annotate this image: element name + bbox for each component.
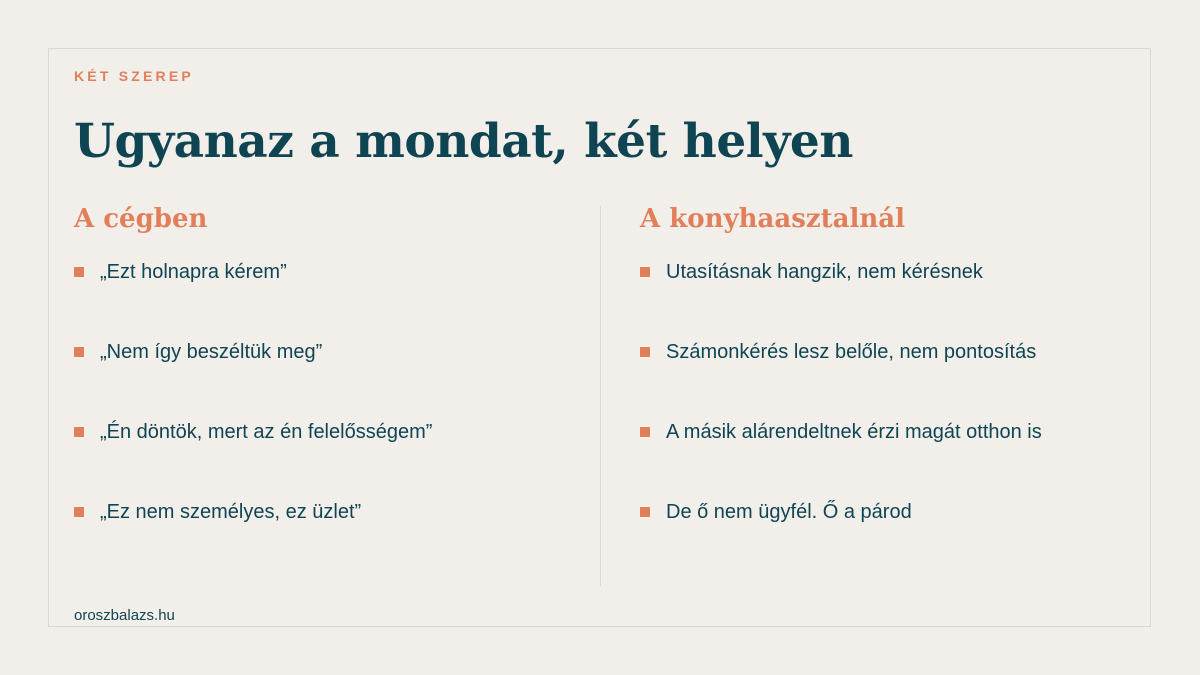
slide-title: Ugyanaz a mondat, két helyen — [74, 114, 853, 169]
section-kicker: KÉT SZEREP — [74, 68, 194, 84]
column-divider — [600, 206, 601, 586]
square-bullet-icon — [640, 427, 650, 437]
footer-website: oroszbalazs.hu — [74, 607, 175, 624]
bullet-text: Számonkérés lesz belőle, nem pontosítás — [666, 341, 1037, 363]
square-bullet-icon — [640, 507, 650, 517]
bullet-text: Utasításnak hangzik, nem kérésnek — [666, 261, 983, 283]
square-bullet-icon — [74, 427, 84, 437]
square-bullet-icon — [74, 507, 84, 517]
right-column-heading: A konyhaasztalnál — [640, 204, 905, 234]
bullet-text: „Nem így beszéltük meg” — [100, 341, 323, 363]
bullet-text: „Én döntök, mert az én felelősségem” — [100, 421, 433, 443]
square-bullet-icon — [640, 347, 650, 357]
bullet-text: „Ezt holnapra kérem” — [100, 261, 287, 283]
bullet-text: De ő nem ügyfél. Ő a párod — [666, 501, 912, 523]
left-column — [74, 204, 574, 523]
left-column-heading: A cégben — [74, 204, 208, 234]
bullet-text: A másik alárendeltnek érzi magát otthon is — [666, 421, 1042, 443]
square-bullet-icon — [74, 347, 84, 357]
bullet-text: „Ez nem személyes, ez üzlet” — [100, 501, 362, 523]
square-bullet-icon — [74, 267, 84, 277]
right-column — [640, 204, 1140, 523]
square-bullet-icon — [640, 267, 650, 277]
